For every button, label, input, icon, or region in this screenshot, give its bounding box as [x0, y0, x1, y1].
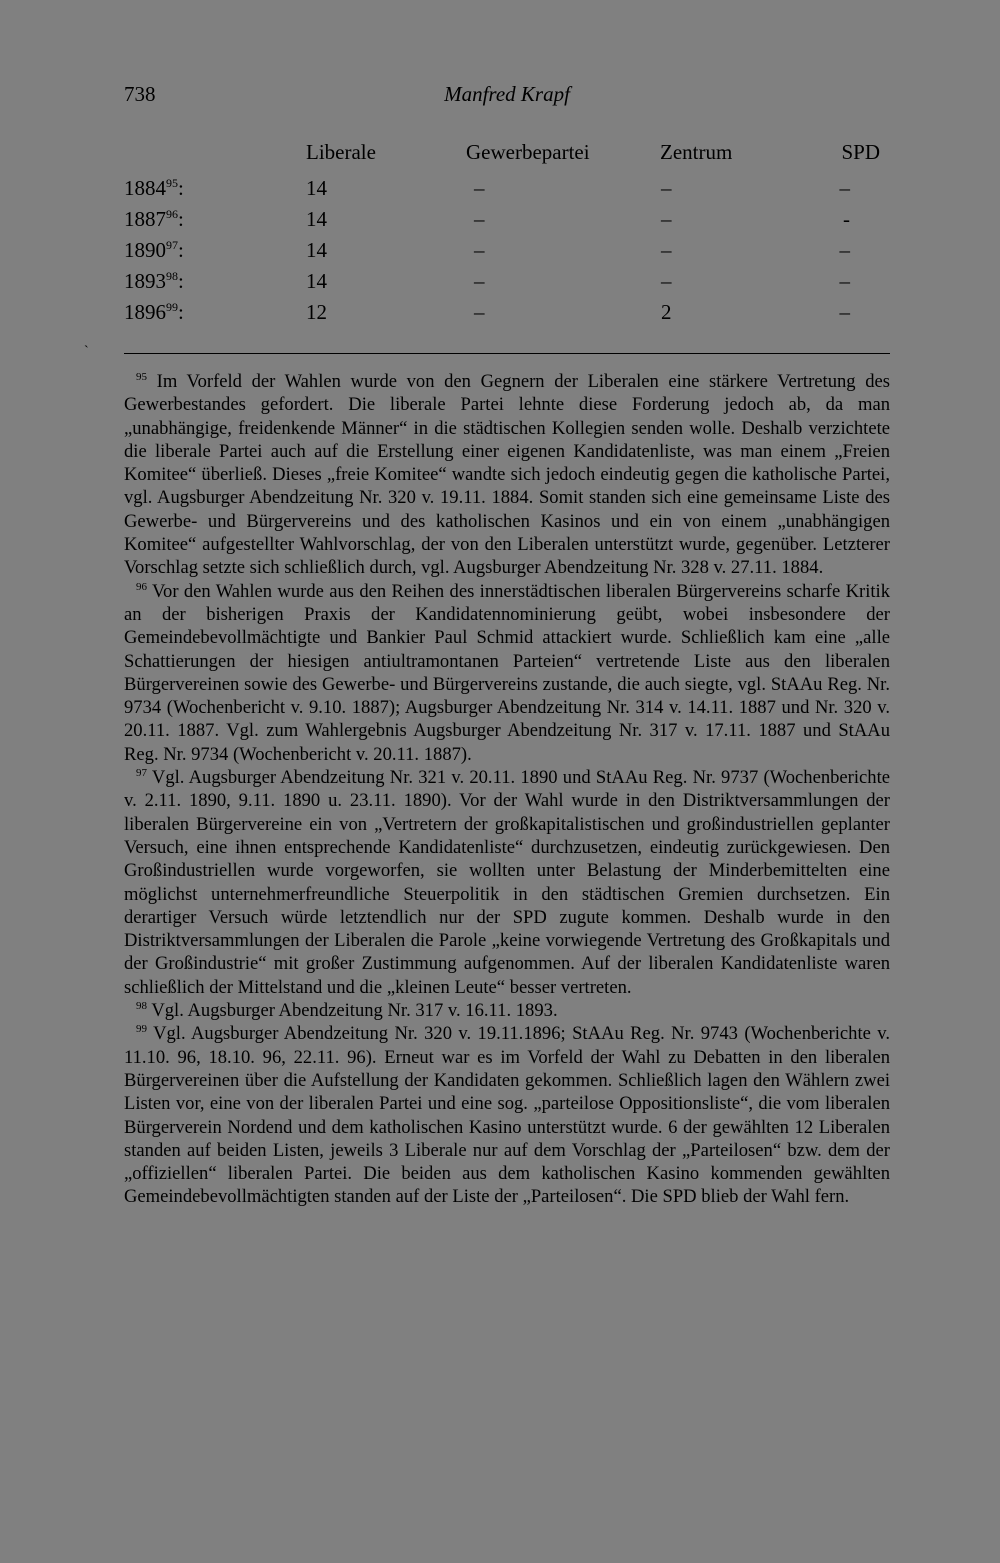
margin-mark: `	[84, 344, 89, 359]
cell-liberale: 14	[306, 207, 327, 231]
footnote-text: Im Vorfeld der Wahlen wurde von den Gegnern der Liberalen eine stärkere Vertretung des Gewerbestandes gefordert. Die liberale Partei lehnte diese Forderung jedoch ab, da man „unabhängige, freidenkende Männer“ in die städtischen Kollegien senden wolle. Deshalb verzichtete die liberale Partei auch auf die Erstellung einer eigenen Kandidatenliste, was man einem „Freien Komitee“ überließ. Dieses „freie Komitee“ wandte sich jedoch eindeutig gegen die katholische Partei, vgl. Augsburger Abendzeitung Nr. 320 v. 19.11. 1884. Somit standen sich eine gemeinsame Liste des Gewerbe- und Bürgervereins und des katholischen Kasinos und ein von einem „unabhängigen Komitee“ aufgestellter Wahlvorschlag, der von den Liberalen unterstützt wurde, gegenüber. Letzterer Vorschlag setzte sich schließlich durch, vgl. Augsburger Abendzeitung Nr. 328 v. 27.11. 1884.	[124, 371, 890, 579]
cell-spd: –	[839, 176, 850, 200]
cell-zentrum: 2	[661, 300, 672, 324]
table-row	[124, 238, 890, 269]
footnote-97	[124, 766, 890, 999]
footnote-rule	[124, 353, 890, 354]
footnote-98	[124, 999, 890, 1022]
cell-liberale: 12	[306, 300, 327, 324]
cell-liberale: 14	[306, 269, 327, 293]
footnote-ref: 97	[166, 238, 178, 252]
page-header	[124, 82, 890, 116]
cell-liberale: 14	[306, 238, 327, 262]
cell-spd: –	[839, 238, 850, 262]
footnote-number: 95	[136, 371, 147, 383]
column-header-spd: SPD	[841, 140, 880, 164]
footnote-99	[124, 1022, 890, 1208]
cell-zentrum: –	[661, 207, 672, 231]
table-body	[124, 176, 890, 331]
footnote-number: 96	[136, 580, 147, 593]
row-year: 1896$^{99}$:	[124, 300, 184, 324]
cell-gewerbepartei: –	[474, 300, 485, 324]
cell-spd: -	[843, 207, 850, 231]
footnote-number: 99	[136, 1023, 147, 1036]
cell-liberale: 14	[306, 176, 327, 200]
footnotes	[124, 370, 890, 1209]
footnote-text: Vgl. Augsburger Abendzeitung Nr. 321 v. 20.11. 1890 und StAAu Reg. Nr. 9737 (Wochenberichte v. 2.11. 1890, 9.11. 1890 u. 23.11. 1890). Vor der Wahl wurde in den Distriktversammlungen der liberalen Bürgervereine ein von „Vertretern der großkapitalistischen und großindustriellen geplanter Versuch, eine ihnen entsprechende Kandidatenliste“ durchzusetzen, eindeutig zurückgewiesen. Den Großindustriellen wurde vorgeworfen, sie wollten unter Belastung der Minderbemittelten eine möglichst unternehmerfreundliche Steuerpolitik in den städtischen Gremien durchsetzen. Ein derartiger Versuch würde letztendlich nur der SPD zugute kommen. Deshalb wurde in den Distriktversammlungen der Liberalen die Parole „keine vorwiegende Vertretung des Großkapitals und der Großindustrie“ mit großer Zustimmung aufgenommen. Auf der liberalen Kandidatenliste waren schließlich der Mittelstand und die „kleinen Leute“ besser vertreten.	[124, 767, 890, 998]
cell-spd: –	[839, 269, 850, 293]
column-header-zentrum: Zentrum	[660, 140, 733, 164]
cell-gewerbepartei: –	[474, 238, 485, 262]
row-year: 1893$^{98}$:	[124, 269, 184, 293]
footnote-number: 98	[136, 1000, 147, 1013]
cell-gewerbepartei: –	[474, 207, 485, 231]
table-header-row	[124, 140, 890, 176]
table-row	[124, 269, 890, 300]
column-header-gewerbepartei: Gewerbepartei	[466, 140, 590, 164]
cell-spd: –	[839, 300, 850, 324]
footnote-96	[124, 580, 890, 766]
footnote-ref: 96	[166, 207, 178, 221]
row-year: 1887$^{96}$:	[124, 207, 184, 231]
cell-gewerbepartei: –	[474, 269, 485, 293]
footnote-text: Vgl. Augsburger Abendzeitung Nr. 317 v. 16.11. 1893.	[151, 1000, 558, 1022]
cell-zentrum: –	[661, 238, 672, 262]
footnote-95	[124, 370, 890, 580]
cell-zentrum: –	[661, 269, 672, 293]
row-year: 1884$^{95}$:	[124, 176, 184, 200]
row-year: 1890$^{97}$:	[124, 238, 184, 262]
table-row	[124, 300, 890, 331]
footnote-text: Vgl. Augsburger Abendzeitung Nr. 320 v. 19.11.1896; StAAu Reg. Nr. 9743 (Wochenberichte v. 11.10. 96, 18.10. 96, 22.11. 96). Erneut war es im Vorfeld der Wahl zu Debatten in den liberalen Bürgervereinen über die Aufstellung der Kandidaten gekommen. Schließlich lagen den Wählern zwei Listen vor, eine von der liberalen Partei und eine sog. „parteilose Oppositionsliste“, die vom liberalen Bürgerverein Nordend und dem katholischen Kasino unterstützt wurde. 6 der gewählten 12 Liberalen standen auf beiden Listen, jeweils 3 Liberale nur auf dem Vorschlag der „Parteilosen“ bzw. dem der „offiziellen“ liberalen Partei. Die beiden aus dem katholischen Kasino kommenden gewählten Gemeindebevollmächtigten standen auf der Liste der „Parteilosen“. Die SPD blieb der Wahl fern.	[124, 1023, 891, 1208]
footnote-ref: 98	[166, 269, 178, 283]
page-number: 738	[124, 82, 156, 106]
footnote-ref: 99	[166, 300, 178, 314]
cell-zentrum: –	[661, 176, 672, 200]
footnote-number: 97	[136, 767, 147, 780]
election-results-table	[124, 140, 890, 331]
running-title: Manfred Krapf	[444, 82, 570, 106]
table-row	[124, 207, 890, 238]
cell-gewerbepartei: –	[474, 176, 485, 200]
footnote-text: Vor den Wahlen wurde aus den Reihen des innerstädtischen liberalen Bürgervereins scharfe Kritik an der bisherigen Praxis der Kandidatennominierung geübt, wobei insbesondere der Gemeindebevollmächtigte und Bankier Paul Schmid attackiert wurde. Schließlich kam eine „alle Schattierungen der hiesigen antiultramontanen Parteien“ vertretende Liste aus den liberalen Bürgervereinen sowie des Gewerbe- und Bürgervereins zustande, die auch siegte, vgl. StAAu Reg. Nr. 9734 (Wochenbericht v. 9.10. 1887); Augsburger Abendzeitung Nr. 314 v. 14.11. 1887 und Nr. 320 v. 20.11. 1887. Vgl. zum Wahlergebnis Augsburger Abendzeitung Nr. 317 v. 17.11. 1887 und StAAu Reg. Nr. 9734 (Wochenbericht v. 20.11. 1887).	[124, 580, 890, 765]
footnote-ref: 95	[166, 176, 178, 190]
table-row	[124, 176, 890, 207]
column-header-liberale: Liberale	[306, 140, 376, 164]
